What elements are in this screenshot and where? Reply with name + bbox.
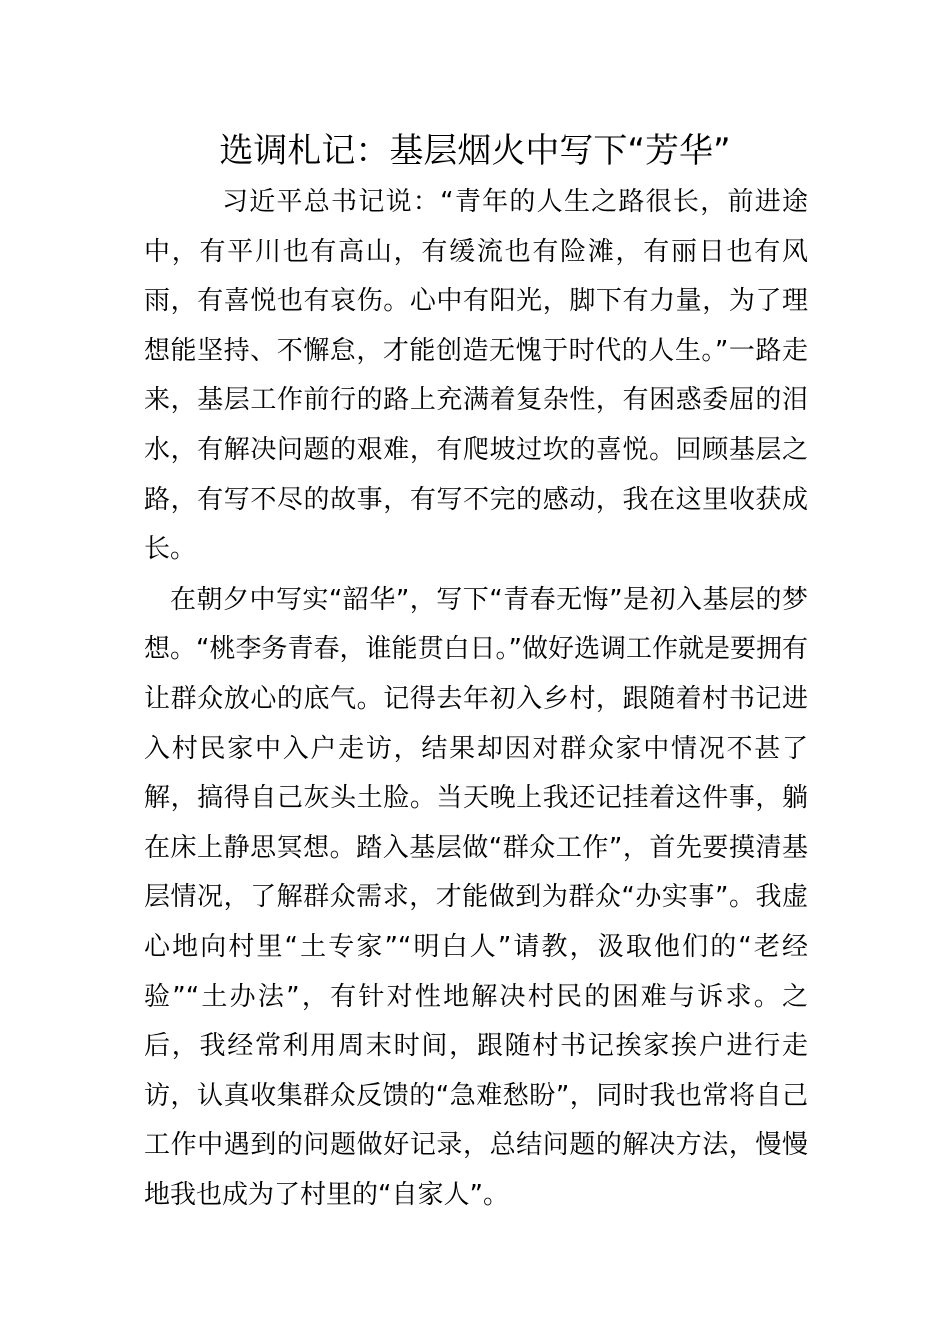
paragraph-2: 在朝夕中写实“韶华”，写下“青春无悔”是初入基层的梦想。“桃李务青春，谁能贯白日。”做好选调工作就是要拥有让群众放心的底气。记得去年初入乡村，跟随着村书记进入村民家中入户走访，结果却因对群众家中情况不甚了解，搞得自己灰头土脸。当天晚上我还记挂着这件事，躺在床上静思冥想。踏入基层做“群众工作”，首先要摸清基层情况，了解群众需求，才能做到为群众“办实事”。我虚心地向村里“土专家”“明白人”请教，汲取他们的“老经验”“土办法”，有针对性地解决村民的困难与诉求。之后，我经常利用周末时间，跟随村书记挨家挨户进行走访，认真收集群众反馈的“急难愁盼”，同时我也常将自己工作中遇到的问题做好记录，总结问题的解决方法，慢慢地我也成为了村里的“自家人”。 [144, 584, 808, 1210]
paragraph-1: 习近平总书记说：“青年的人生之路很长，前进途中，有平川也有高山，有缓流也有险滩，有丽日也有风雨，有喜悦也有哀伤。心中有阳光，脚下有力量，为了理想能坚持、不懈怠，才能创造无愧于时代的人生。”一路走来，基层工作前行的路上充满着复杂性，有困惑委屈的泪水，有解决问题的艰难，有爬坡过坎的喜悦。回顾基层之路，有写不尽的故事，有写不完的感动，我在这里收获成长。 [144, 187, 808, 565]
document-title: 选调札记：基层烟火中写下“芳华” [219, 131, 731, 171]
document-body [144, 178, 808, 1220]
